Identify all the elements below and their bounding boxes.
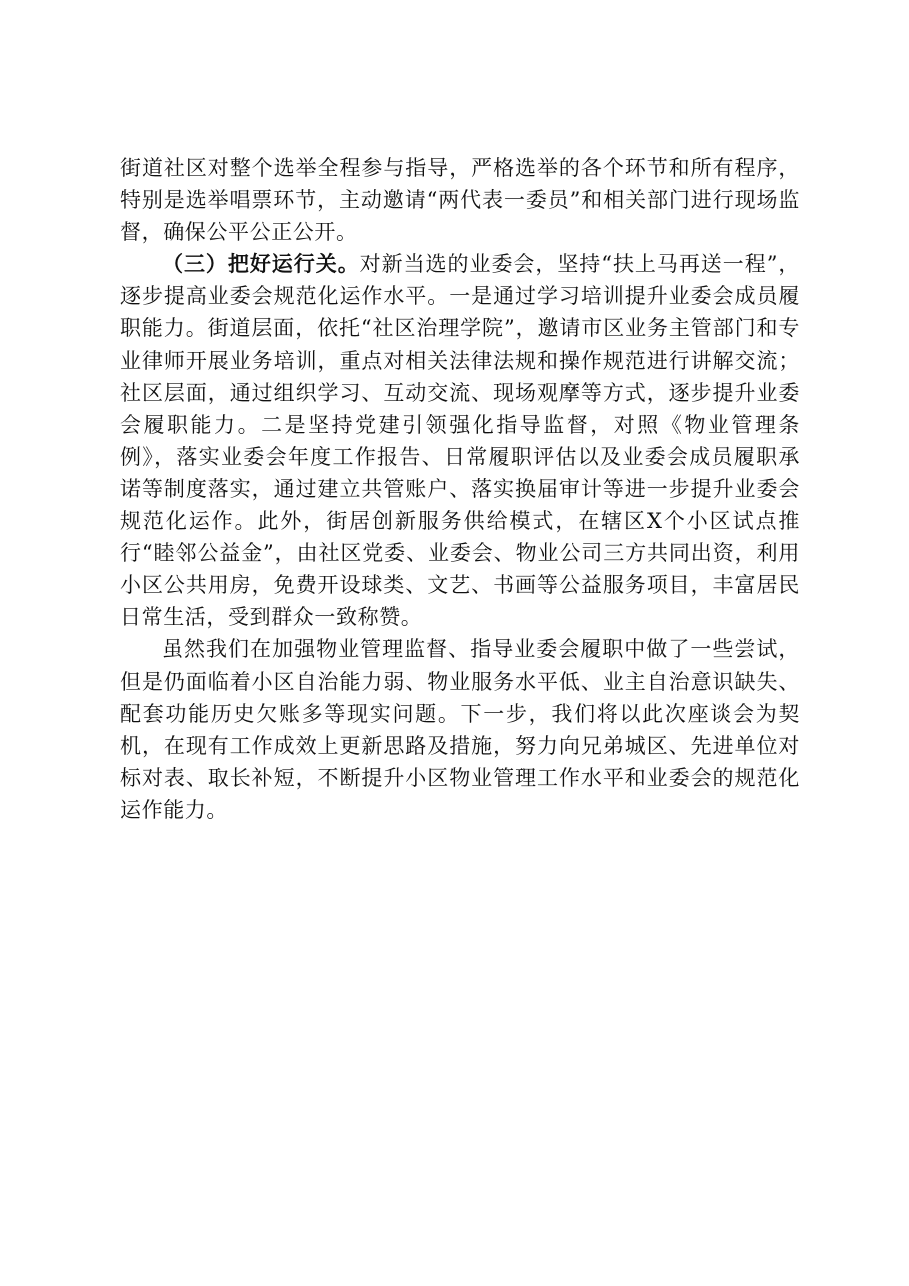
paragraph-continuation <box>120 152 800 248</box>
paragraph-text: 虽然我们在加强物业管理监督、指导业委会履职中做了一些尝试，但是仍面临着小区自治能力弱、物业服务水平低、业主自治意识缺失、配套功能历史欠账多等现实问题。下一步，我们将以此次座谈会为契机，在现有工作成效上更新思路及措施，努力向兄弟城区、先进单位对标对表、取长补短，不断提升小区物业管理工作水平和业委会的规范化运作能力。 <box>120 637 800 822</box>
paragraph-conclusion <box>120 633 800 826</box>
section-heading-operation: （三）把好运行关。 <box>162 251 360 277</box>
document-body <box>120 152 800 826</box>
paragraph-text: 对新当选的业委会，坚持“扶上马再送一程”，逐步提高业委会规范化运作水平。一是通过学习培训提升业委会成员履职能力。街道层面，依托“社区治理学院”，邀请市区业务主管部门和专业律师开展业务培训，重点对相关法律法规和操作规范进行讲解交流；社区层面，通过组织学习、互动交流、现场观摩等方式，逐步提升业委会履职能力。二是坚持党建引领强化指导监督，对照《物业管理条例》，落实业委会年度工作报告、日常履职评估以及业委会成员履职承诺等制度落实，通过建立共管账户、落实换届审计等进一步提升业委会规范化运作。此外，街居创新服务供给模式，在辖区X个小区试点推行“睦邻公益金”，由社区党委、业委会、物业公司三方共同出资，利用小区公共用房，免费开设球类、文艺、书画等公益服务项目，丰富居民日常生活，受到群众一致称赞。 <box>120 252 800 630</box>
paragraph-text: 街道社区对整个选举全程参与指导，严格选举的各个环节和所有程序，特别是选举唱票环节，主动邀请“两代表一委员”和相关部门进行现场监督，确保公平公正公开。 <box>120 156 800 245</box>
paragraph-operation-section <box>120 248 800 633</box>
